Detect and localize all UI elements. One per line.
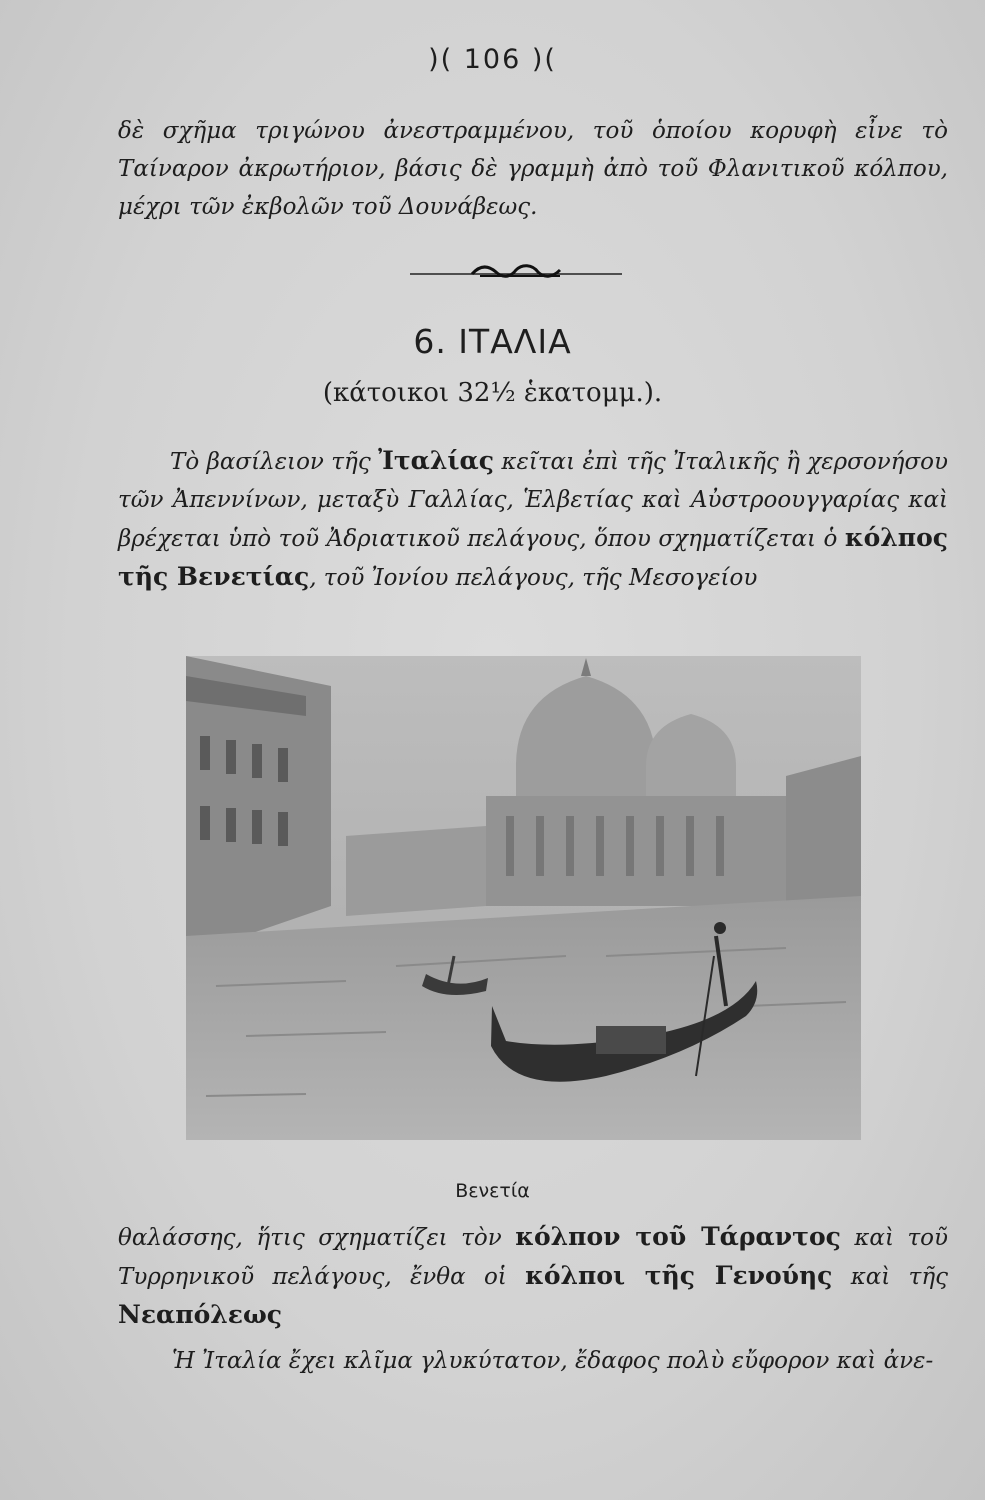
bold-term: Νεαπόλεως [118,1300,283,1329]
paragraph-climate: Ἡ Ἰταλία ἔχει κλῖμα γλυκύτατον, ἔδαφος πολὺ εὔφορον καὶ ἀνε- [172,1348,934,1374]
text-run: καὶ τοῦ Τυρρηνικοῦ πελάγους, ἔνθα οἱ [118,1225,948,1290]
paragraph-italy-borders [118,442,948,597]
text-run: , τοῦ Ἰονίου πελάγους, τῆς Μεσογείου [309,565,758,591]
figure-caption: Βενετία [455,1180,530,1202]
section-heading: 6. ΙΤΑΛΙΑ [413,322,572,361]
page-number: )( 106 )( [428,44,557,75]
section-subheading: (κάτοικοι 32½ ἑκατομμ.). [322,378,663,408]
text-run: καὶ τῆς [832,1264,948,1290]
bold-term: κόλπος τῆς Βενετίας [118,523,948,591]
bold-term: Ἰταλίας [378,446,494,475]
paragraph-continuation: δὲ σχῆμα τριγώνου ἀνεστραμμένου, τοῦ ὁποίου κορυφὴ εἶνε τὸ Ταίναρον ἀκρωτήριον, βάσις δὲ γραμμὴ ἀπὸ τοῦ Φλανιτικοῦ κόλπου, μέχρι τῶν ἐκβολῶν τοῦ Δουνάβεως. [118,118,948,220]
text-run: κεῖται ἐπὶ τῆς Ἰταλικῆς ἢ χερσονήσου τῶν Ἀπεννίνων, μεταξὺ Γαλλίας, Ἑλβετίας καὶ Αὐστροουγγαρίας καὶ βρέχεται ὑπὸ τοῦ Ἀδριατικοῦ πελάγους, ὅπου σχηματίζεται ὁ [118,449,948,552]
venice-illustration [186,656,861,1140]
bold-term: κόλπον τοῦ Τάραντος [515,1222,841,1251]
bold-term: κόλποι τῆς Γενούης [525,1261,833,1290]
text-run: θαλάσσης, ἥτις σχηματίζει τὸν [118,1225,516,1251]
paragraph-gulfs [118,1218,948,1335]
text-run: Τὸ βασίλειον τῆς [170,449,379,475]
section-divider-ornament [410,262,622,282]
